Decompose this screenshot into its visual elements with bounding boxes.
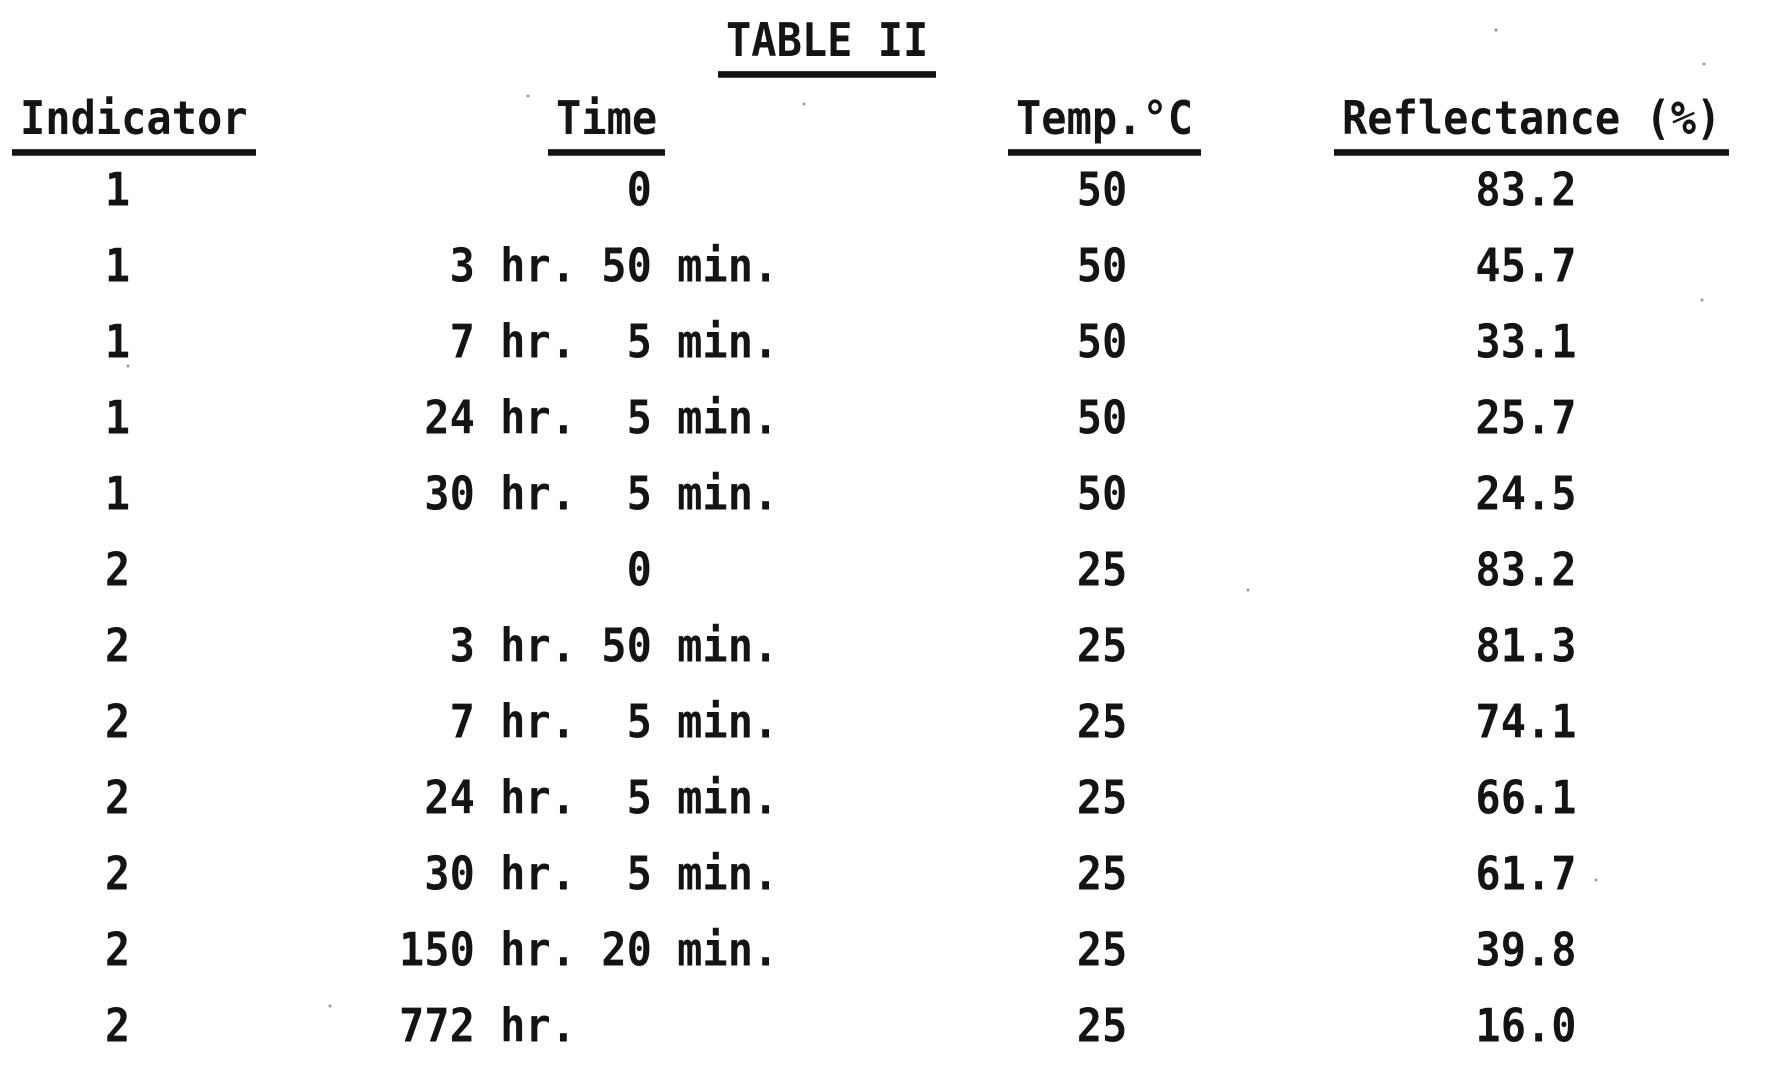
cell-time: 3 hr. 50 min.	[399, 238, 779, 293]
col-header-time: Time	[548, 94, 665, 153]
table-row	[0, 532, 1770, 608]
table-row	[0, 608, 1770, 684]
cell-time: 3 hr. 50 min.	[399, 618, 779, 673]
cell-indicator: 2	[104, 846, 131, 901]
table-title	[718, 12, 936, 75]
cell-time: 30 hr. 5 min.	[399, 466, 779, 521]
cell-reflectance: 16.0	[1475, 998, 1577, 1053]
cell-indicator: 1	[104, 314, 131, 369]
table-row	[0, 836, 1770, 912]
cell-time: 7 hr. 5 min.	[399, 314, 779, 369]
cell-temp: 25	[1076, 618, 1128, 673]
cell-indicator: 1	[104, 162, 131, 217]
cell-time: 24 hr. 5 min.	[399, 390, 779, 445]
cell-temp: 25	[1076, 542, 1128, 597]
cell-indicator: 1	[104, 238, 131, 293]
cell-indicator: 2	[104, 770, 131, 825]
cell-reflectance: 45.7	[1475, 238, 1577, 293]
table-row	[0, 380, 1770, 456]
cell-temp: 50	[1076, 390, 1128, 445]
cell-reflectance: 39.8	[1475, 922, 1577, 977]
cell-time: 7 hr. 5 min.	[399, 694, 779, 749]
cell-temp: 25	[1076, 922, 1128, 977]
cell-temp: 25	[1076, 846, 1128, 901]
col-header-indicator: Indicator	[12, 94, 256, 153]
table-row	[0, 456, 1770, 532]
cell-time: 772 hr.	[399, 998, 779, 1053]
table-row	[0, 988, 1770, 1064]
cell-time: 0	[399, 542, 779, 597]
cell-temp: 50	[1076, 238, 1128, 293]
cell-time: 24 hr. 5 min.	[399, 770, 779, 825]
cell-reflectance: 33.1	[1475, 314, 1577, 369]
cell-time: 150 hr. 20 min.	[399, 922, 779, 977]
table-row	[0, 152, 1770, 228]
cell-reflectance: 61.7	[1475, 846, 1577, 901]
cell-temp: 25	[1076, 770, 1128, 825]
table-row	[0, 304, 1770, 380]
col-header-temp: Temp.°C	[1008, 94, 1201, 153]
cell-reflectance: 81.3	[1475, 618, 1577, 673]
table-title-text: TABLE II	[718, 17, 936, 78]
table-row	[0, 228, 1770, 304]
cell-temp: 50	[1076, 162, 1128, 217]
cell-reflectance: 83.2	[1475, 162, 1577, 217]
cell-indicator: 1	[104, 390, 131, 445]
cell-reflectance: 83.2	[1475, 542, 1577, 597]
cell-time: 30 hr. 5 min.	[399, 846, 779, 901]
table-row	[0, 912, 1770, 988]
cell-reflectance: 66.1	[1475, 770, 1577, 825]
cell-temp: 50	[1076, 466, 1128, 521]
cell-temp: 25	[1076, 694, 1128, 749]
cell-indicator: 2	[104, 542, 131, 597]
cell-indicator: 1	[104, 466, 131, 521]
table-row	[0, 684, 1770, 760]
cell-indicator: 2	[104, 618, 131, 673]
cell-temp: 25	[1076, 998, 1128, 1053]
col-header-reflectance: Reflectance (%)	[1334, 94, 1729, 153]
cell-reflectance: 25.7	[1475, 390, 1577, 445]
cell-temp: 50	[1076, 314, 1128, 369]
cell-indicator: 2	[104, 922, 131, 977]
cell-indicator: 2	[104, 694, 131, 749]
cell-reflectance: 24.5	[1475, 466, 1577, 521]
cell-time: 0	[399, 162, 779, 217]
cell-reflectance: 74.1	[1475, 694, 1577, 749]
table-row	[0, 760, 1770, 836]
table-header-row	[0, 90, 1770, 154]
cell-indicator: 2	[104, 998, 131, 1053]
